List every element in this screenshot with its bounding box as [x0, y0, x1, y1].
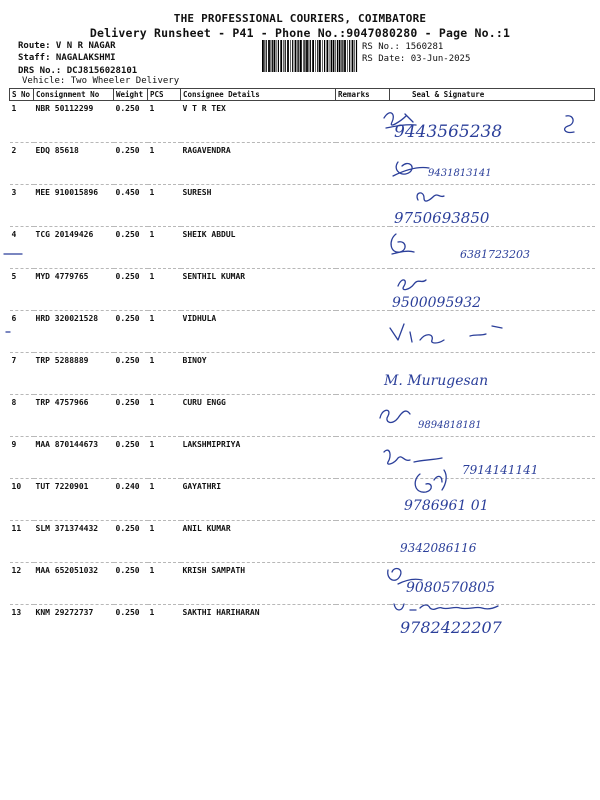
- cell-remarks: [336, 563, 390, 605]
- cell-consignment: MAA 652051032: [34, 563, 114, 605]
- cell-sno: 8: [10, 395, 34, 437]
- cell-consignment: MEE 910015896: [34, 185, 114, 227]
- handwritten-phone: 9443565238: [394, 122, 503, 142]
- cell-weight: 0.250: [114, 269, 148, 311]
- cell-pcs: 1: [149, 608, 155, 617]
- cell-weight: 0.250: [114, 227, 148, 269]
- column-header-weight: Weight: [114, 89, 148, 101]
- handwritten-phone: 9786961 01: [404, 498, 489, 514]
- table-row: [10, 437, 595, 479]
- cell-sno: 13: [11, 608, 22, 617]
- cell-consignment: MAA 870144673: [34, 437, 114, 479]
- cell-consignee: SHEIK ABDUL: [181, 227, 336, 269]
- cell-pcs: 1: [148, 479, 181, 521]
- cell-signature: [390, 563, 595, 605]
- cell-pcs: 1: [148, 437, 181, 479]
- cell-weight: 0.250: [114, 311, 148, 353]
- cell-signature: [390, 143, 595, 185]
- cell-signature: [390, 605, 595, 647]
- cell-consignee: RAGAVENDRA: [181, 143, 336, 185]
- cell-remarks: [336, 269, 390, 311]
- column-header-consignment: Consignment No: [34, 89, 114, 101]
- cell-signature: [390, 101, 595, 143]
- cell-weight: 0.250: [114, 143, 148, 185]
- cell-consignee: VIDHULA: [181, 311, 336, 353]
- cell-sno: 5: [10, 269, 34, 311]
- cell-pcs: 1: [148, 563, 181, 605]
- cell-signature: [390, 227, 595, 269]
- cell-signature: [390, 185, 595, 227]
- cell-signature: [390, 395, 595, 437]
- cell-consignee: ANIL KUMAR: [181, 521, 336, 563]
- cell-pcs: 1: [148, 353, 181, 395]
- runsheet-table: [9, 88, 595, 646]
- table-row: [10, 605, 595, 647]
- table-row: [10, 227, 595, 269]
- company-title: THE PROFESSIONAL COURIERS, COIMBATORE: [173, 12, 427, 25]
- cell-weight: 0.250: [114, 437, 148, 479]
- cell-remarks: [336, 143, 390, 185]
- cell-weight: 0.250: [114, 521, 148, 563]
- cell-pcs: 1: [148, 311, 181, 353]
- table-row: [10, 185, 595, 227]
- cell-sno: 3: [10, 185, 34, 227]
- cell-weight: 0.250: [114, 395, 148, 437]
- cell-signature: [390, 269, 595, 311]
- cell-consignee: SENTHIL KUMAR: [181, 269, 336, 311]
- cell-remarks: [336, 185, 390, 227]
- cell-pcs: 1: [148, 269, 181, 311]
- column-header-consignee: Consignee Details: [181, 89, 336, 101]
- cell-remarks: [336, 395, 390, 437]
- cell-signature: [390, 479, 595, 521]
- cell-pcs: 1: [148, 185, 181, 227]
- cell-remarks: [336, 101, 390, 143]
- cell-remarks: [336, 479, 390, 521]
- table-row: [10, 521, 595, 563]
- column-header-remarks: Remarks: [336, 89, 390, 101]
- cell-consignee: KRISH SAMPATH: [181, 563, 336, 605]
- cell-signature: [390, 437, 595, 479]
- cell-consignment: MYD 4779765: [34, 269, 114, 311]
- cell-consignee: GAYATHRI: [181, 479, 336, 521]
- table-header-row: [10, 89, 595, 101]
- column-header-pcs: PCS: [148, 89, 181, 101]
- vehicle-label: Vehicle: Two Wheeler Delivery: [22, 76, 180, 86]
- cell-remarks: [336, 437, 390, 479]
- cell-sno: 7: [10, 353, 34, 395]
- table-row: [10, 395, 595, 437]
- handwritten-phone: 9342086116: [400, 541, 477, 555]
- cell-pcs: 1: [148, 101, 181, 143]
- cell-signature: [390, 521, 595, 563]
- cell-weight: 0.250: [114, 101, 148, 143]
- cell-sno: 10: [10, 479, 34, 521]
- cell-remarks: [336, 227, 390, 269]
- cell-consignment: TCG 20149426: [34, 227, 114, 269]
- cell-sno: 9: [10, 437, 34, 479]
- column-header-sno: S No: [10, 89, 34, 101]
- cell-sno: 2: [10, 143, 34, 185]
- cell-consignment: TRP 4757966: [34, 395, 114, 437]
- cell-consignee: V T R TEX: [181, 101, 336, 143]
- cell-consignment: SLM 371374432: [34, 521, 114, 563]
- cell-consignee: SAKTHI HARIHARAN: [182, 608, 260, 617]
- handwritten-phone: 9894818181: [418, 420, 482, 431]
- table-row: [10, 269, 595, 311]
- table-row: [10, 479, 595, 521]
- cell-consignment: EDQ 85618: [34, 143, 114, 185]
- handwritten-phone: 9750693850: [394, 209, 490, 227]
- cell-sno: 12: [10, 563, 34, 605]
- cell-consignee: LAKSHMIPRIYA: [181, 437, 336, 479]
- drs-number: DRS No.: DCJ8156028101: [18, 66, 138, 76]
- cell-pcs: 1: [148, 395, 181, 437]
- cell-weight: 0.250: [115, 608, 140, 617]
- cell-remarks: [336, 605, 390, 647]
- cell-sno: 1: [10, 101, 34, 143]
- cell-weight: 0.450: [114, 185, 148, 227]
- column-header-signature: Seal & Signature: [390, 89, 595, 101]
- cell-consignment: TUT 7220901: [34, 479, 114, 521]
- cell-consignment: NBR 50112299: [34, 101, 114, 143]
- cell-pcs: 1: [148, 227, 181, 269]
- handwritten-phone: 9080570805: [406, 580, 496, 596]
- handwritten-phone: 7914141141: [462, 463, 539, 477]
- handwritten-phone: 9500095932: [392, 295, 482, 311]
- cell-consignee: BINOY: [181, 353, 336, 395]
- handwritten-phone: 6381723203: [460, 248, 530, 261]
- handwritten-name: M. Murugesan: [384, 373, 489, 389]
- cell-weight: 0.240: [114, 479, 148, 521]
- handwritten-phone: 9782422207: [400, 618, 502, 637]
- table-row: [10, 563, 595, 605]
- cell-signature: [390, 353, 595, 395]
- staff-label: Staff: NAGALAKSHMI: [18, 53, 116, 63]
- barcode-icon: [262, 40, 358, 72]
- runsheet-subtitle: Delivery Runsheet - P41 - Phone No.:9047080280 - Page No.:1: [89, 26, 511, 40]
- rs-date: RS Date: 03-Jun-2025: [362, 54, 471, 64]
- cell-consignment: KNM 29272737: [35, 608, 94, 617]
- cell-weight: 0.250: [114, 563, 148, 605]
- cell-consignment: TRP 5288889: [34, 353, 114, 395]
- cell-signature: [390, 311, 595, 353]
- rs-number: RS No.: 1560281: [362, 42, 444, 52]
- cell-remarks: [336, 353, 390, 395]
- cell-consignee: CURU ENGG: [181, 395, 336, 437]
- cell-consignment: HRD 320021528: [34, 311, 114, 353]
- handwritten-phone: 9431813141: [428, 168, 492, 179]
- cell-pcs: 1: [148, 143, 181, 185]
- cell-sno: 4: [10, 227, 34, 269]
- cell-sno: 6: [10, 311, 34, 353]
- table-row: [10, 311, 595, 353]
- table-row: [10, 143, 595, 185]
- route-label: Route: V N R NAGAR: [18, 41, 116, 51]
- cell-remarks: [336, 521, 390, 563]
- cell-pcs: 1: [148, 521, 181, 563]
- table-row: [10, 353, 595, 395]
- table-row: [10, 101, 595, 143]
- cell-remarks: [336, 311, 390, 353]
- cell-weight: 0.250: [114, 353, 148, 395]
- cell-sno: 11: [10, 521, 34, 563]
- cell-consignee: SURESH: [181, 185, 336, 227]
